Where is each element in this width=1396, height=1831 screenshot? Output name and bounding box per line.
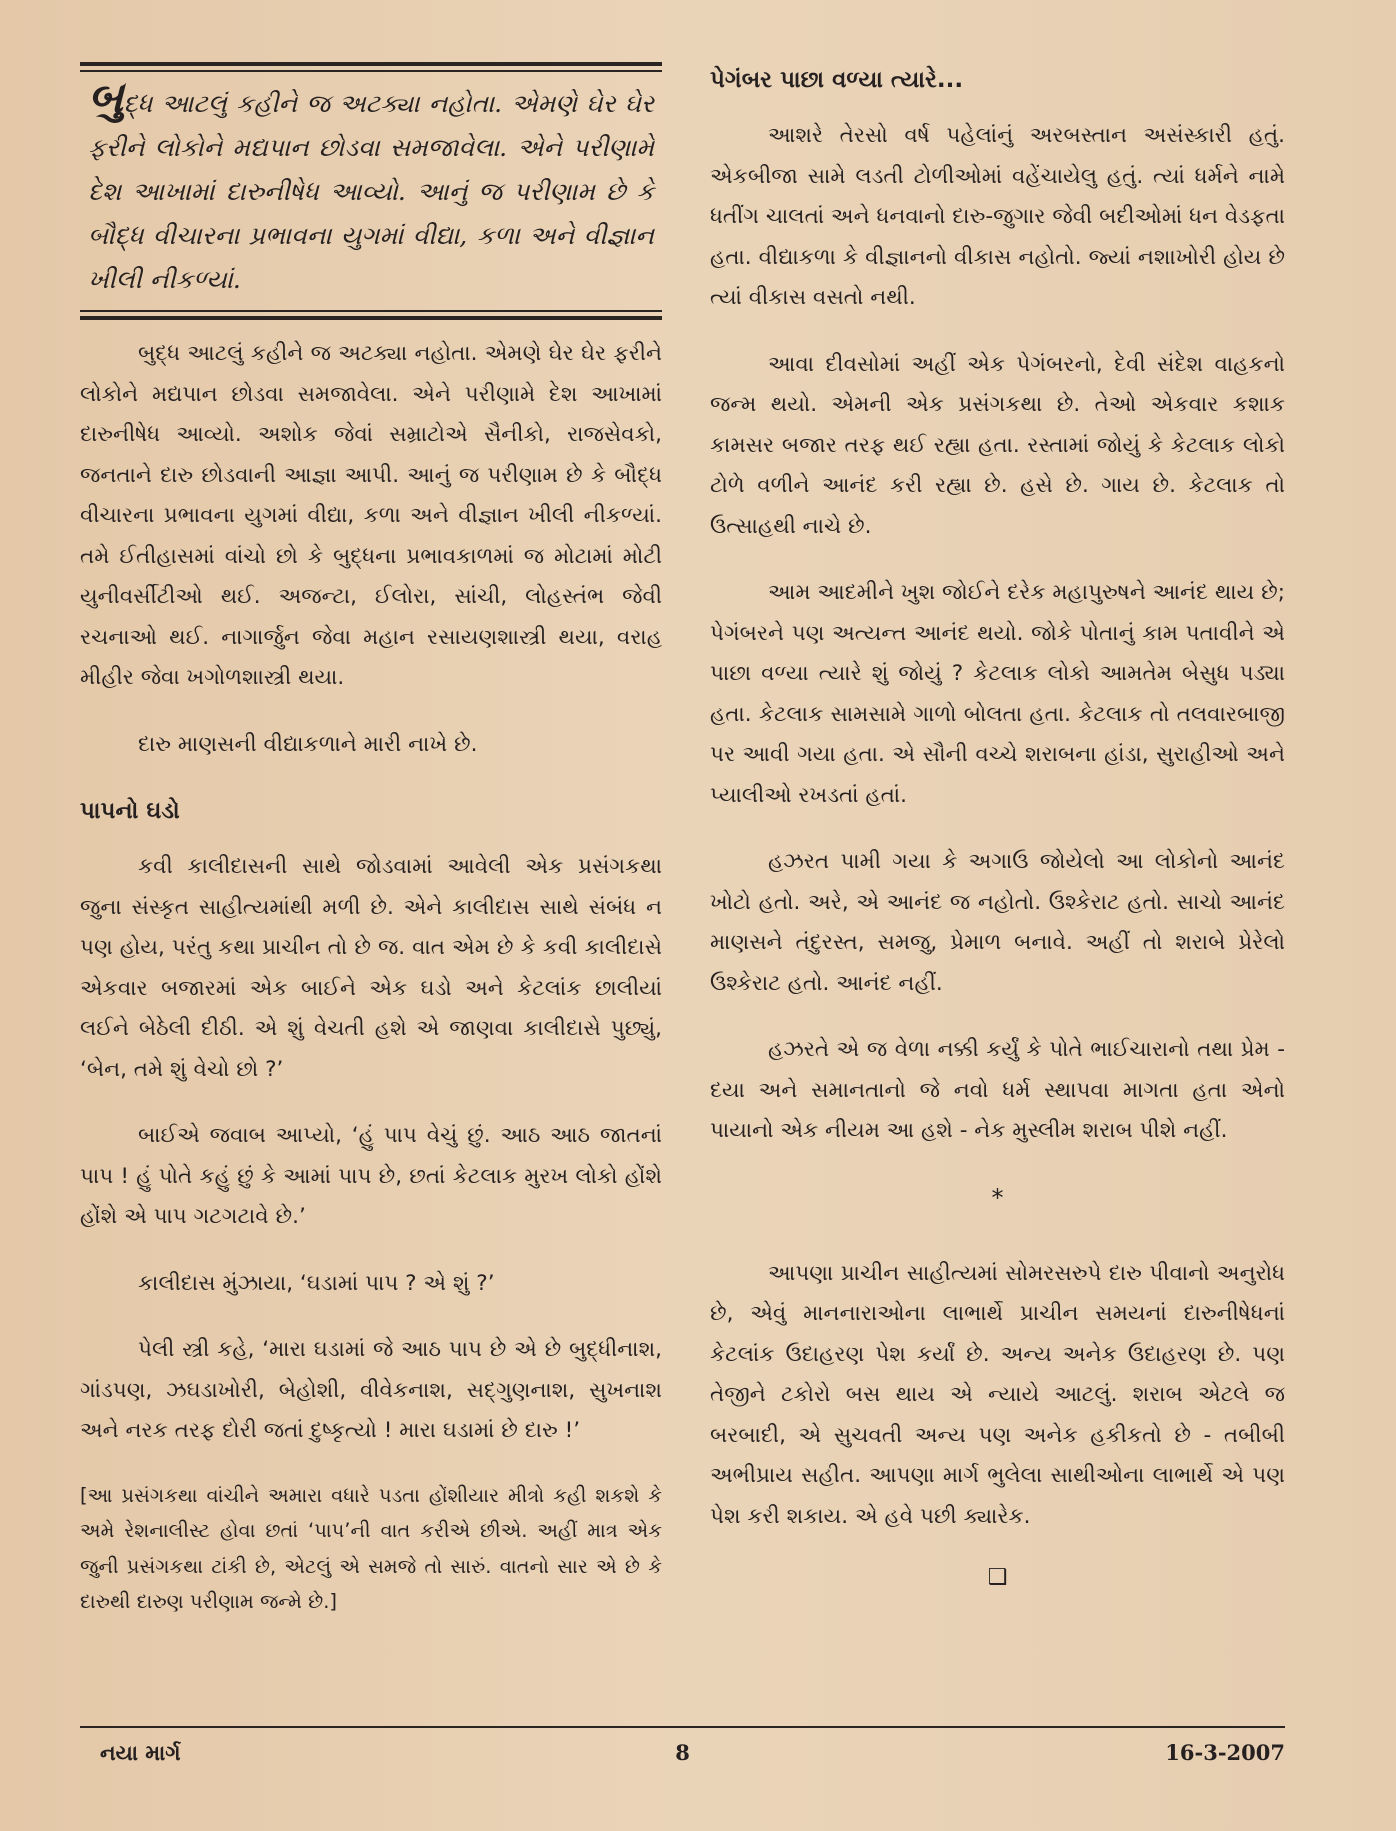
right-paragraph-4: હઝરત પામી ગયા કે અગાઉ જોયેલો આ લોકોનો આનંદ ખોટો હતો. અરે, એ આનંદ જ નહોતો. ઉશ્કેરાટ હતો. સાચો આનંદ માણસને તંદુરસ્ત, સમજુ, પ્રેમાળ બનાવે. અહીં તો શરાબે પ્રેરેલો ઉશ્કેરાટ હતો. આનંદ નહીં.: [710, 849, 1285, 996]
left-paragraph-3: કવી કાલીદાસની સાથે જોડવામાં આવેલી એક પ્રસંગકથા જુના સંસ્કૃત સાહીત્યમાંથી મળી છે. એને કાલીદાસ સાથે સંબંધ ન પણ હોય, પરંતુ કથા પ્રાચીન તો છે જ. વાત એમ છે કે કવી કાલીદાસે એકવાર બજારમાં એક બાઈને એક ઘડો અને કેટલાંક છાલીયાં લઈને બેઠેલી દીઠી. એ શું વેચતી હશે એ જાણવા કાલીદાસે પુછ્યું, ‘બેન, તમે શું વેચો છો ?’: [80, 854, 662, 1082]
left-paragraph-2: દારુ માણસની વીદ્યાકળાને મારી નાખે છે.: [138, 731, 478, 757]
right-paragraph-2: આવા દીવસોમાં અહીં એક પેગંબરનો, દેવી સંદેશ વાહકનો જન્મ થયો. એમની એક પ્રસંગકથા છે. તેઓ એકવાર કશાક કામસર બજાર તરફ થઈ રહ્યા હતા. રસ્તામાં જોયું કે કેટલાક લોકો ટોળે વળીને આનંદ કરી રહ્યા છે. હસે છે. ગાય છે. કેટલાક તો ઉત્સાહથી નાચે છે.: [710, 351, 1285, 539]
left-paragraph-5: કાલીદાસ મુંઝાયા, ‘ઘડામાં પાપ ? એ શું ?’: [138, 1270, 495, 1296]
end-mark: ❑: [987, 1565, 1008, 1590]
section-heading-paap-no-ghado: પાપનો ઘડો: [80, 798, 180, 824]
right-paragraph-3: આમ આદમીને ખુશ જોઈને દરેક મહાપુરુષને આનંદ થાય છે; પેગંબરને પણ અત્યન્ત આનંદ થયો. જોકે પોતાનું કામ પતાવીને એ પાછા વળ્યા ત્યારે શું જોયું ? કેટલાક લોકો આમતેમ બેસુધ પડ્યા હતા. કેટલાક સામસામે ગાળો બોલતા હતા. કેટલાક તો તલવારબાજી પર આવી ગયા હતા. એ સૌની વચ્ચે શરાબના હાંડા, સુરાહીઓ અને પ્યાલીઓ રખડતાં હતાં.: [710, 580, 1285, 808]
page-number: 8: [675, 1740, 690, 1765]
pullquote-dropcap: બુ: [88, 72, 124, 123]
footer-rule: [80, 1726, 1285, 1728]
pullquote: [80, 72, 662, 310]
section-heading-paygambar: પેગંબર પાછા વળ્યા ત્યારે...: [710, 67, 964, 93]
right-paragraph-6: આપણા પ્રાચીન સાહીત્યમાં સોમરસરુપે દારુ પીવાનો અનુરોધ છે, એવું માનનારાઓના લાભાર્થે પ્રાચીન સમયનાં દારુનીષેધનાં કેટલાંક ઉદાહરણ પેશ કર્યાં છે. અન્ય અનેક ઉદાહરણ છે. પણ તેજીને ટકોરો બસ થાય એ ન્યાયે આટલું. શરાબ એટલે જ બરબાદી, એ સુચવતી અન્ય પણ અનેક હકીકતો છે - તબીબી અભીપ્રાય સહીત. આપણા માર્ગ ભુલેલા સાથીઓના લાભાર્થે એ પણ પેશ કરી શકાય. એ હવે પછી ક્યારેક.: [710, 1260, 1285, 1529]
left-column: [80, 0, 662, 1620]
right-paragraph-1: આશરે તેરસો વર્ષ પહેલાંનું અરબસ્તાન અસંસ્કારી હતું. એકબીજા સામે લડતી ટોળીઓમાં વહેંચાયેલુ હતું. ત્યાં ધર્મને નામે ધતીંગ ચાલતાં અને ધનવાનો દારુ-જુગાર જેવી બદીઓમાં ધન વેડફતા હતા. વીદ્યાકળા કે વીજ્ઞાનનો વીકાસ નહોતો. જ્યાં નશાખોરી હોય છે ત્યાં વીકાસ વસતો નથી.: [710, 123, 1285, 310]
section-separator: *: [991, 1183, 1004, 1212]
left-paragraph-4: બાઈએ જવાબ આપ્યો, ‘હું પાપ વેચું છું. આઠ આઠ જાતનાં પાપ ! હું પોતે કહું છું કે આમાં પાપ છે, છતાં કેટલાક મુરખ લોકો હોંશે હોંશે એ પાપ ગટગટાવે છે.’: [80, 1123, 662, 1229]
left-paragraph-6: પેલી સ્ત્રી કહે, ‘મારા ઘડામાં જે આઠ પાપ છે એ છે બુદ્ધીનાશ, ગાંડપણ, ઝઘડાખોરી, બેહોશી, વીવેકનાશ, સદ્‌ગુણનાશ, સુખનાશ અને નરક તરફ દોરી જતાં દુષ્કૃત્યો ! મારા ઘડામાં છે દારુ !’: [80, 1337, 662, 1443]
publication-name: નયા માર્ગ: [100, 1740, 181, 1765]
right-paragraph-5: હઝરતે એ જ વેળા નક્કી કર્યું કે પોતે ભાઈચારાનો તથા પ્રેમ - દયા અને સમાનતાનો જે નવો ધર્મ સ્થાપવા માગતા હતા એનો પાયાનો એક નીયમ આ હશે - નેક મુસ્લીમ શરાબ પીશે નહીં.: [710, 1037, 1285, 1143]
right-column: [710, 0, 1285, 1593]
footer: [80, 1734, 1285, 1774]
issue-date: 16-3-2007: [1165, 1740, 1285, 1765]
editorial-note: [આ પ્રસંગકથા વાંચીને અમારા વધારે પડતા હોંશીયાર મીત્રો કહી શકશે કે અમે રેશનાલીસ્ટ હોવા છતાં ‘પાપ’ની વાત કરીએ છીએ. અહીં માત્ર એક જુની પ્રસંગકથા ટાંકી છે, એટલું એ સમજે તો સારું. વાતનો સાર એ છે કે દારુથી દારુણ પરીણામ જન્મે છે.]: [80, 1483, 662, 1613]
left-paragraph-1: બુદ્ધ આટલું કહીને જ અટક્યા નહોતા. એમણે ઘેર ઘેર ફરીને લોકોને મદ્યપાન છોડવા સમજાવેલા. એને પરીણામે દેશ આખામાં દારુનીષેધ આવ્યો. અશોક જેવાં સમ્રાટોએ સૈનીકો, રાજસેવકો, જનતાને દારુ છોડવાની આજ્ઞા આપી. આનું જ પરીણામ છે કે બૌદ્ધ વીચારના પ્રભાવના યુગમાં વીદ્યા, કળા અને વીજ્ઞાન ખીલી નીકળ્યાં. તમે ઈતીહાસમાં વાંચો છો કે બુદ્ધના પ્રભાવકાળમાં જ મોટામાં મોટી યુનીવર્સીટીઓ થઈ. અજન્ટા, ઈલોરા, સાંચી, લોહસ્તંભ જેવી રચનાઓ થઈ. નાગાર્જુન જેવા મહાન રસાયણશાસ્ત્રી થયા, વરાહ મીહીર જેવા ખગોળશાસ્ત્રી થયા.: [80, 341, 662, 690]
pullquote-text: દ્ધ આટલું કહીને જ અટક્યા નહોતા. એમણે ઘેર ઘેર ફરીને લોકોને મદ્યપાન છોડવા સમજાવેલા. એને પરીણામે દેશ આખામાં દારુનીષેધ આવ્યો. આનું જ પરીણામ છે કે બૌદ્ધ વીચારના પ્રભાવના યુગમાં વીદ્યા, કળા અને વીજ્ઞાન ખીલી નીકળ્યાં.: [88, 89, 654, 294]
